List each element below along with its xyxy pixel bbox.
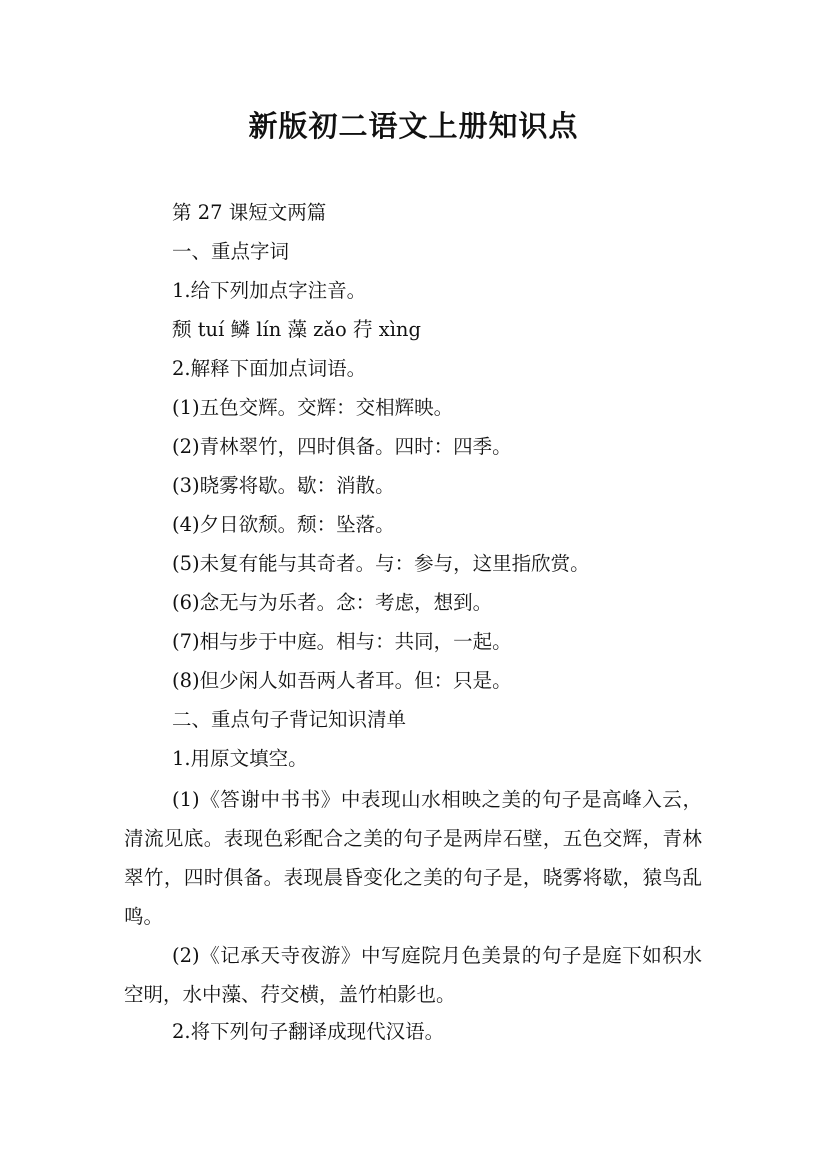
question-fill-blank: 1.用原文填空。 xyxy=(172,747,308,770)
question-explain: 2.解释下面加点词语。 xyxy=(172,357,367,380)
lesson-heading: 第 27 课短文两篇 xyxy=(172,201,327,224)
explain-item-7: (7)相与步于中庭。相与：共同，一起。 xyxy=(172,630,512,653)
explain-item-8: (8)但少闲人如吾两人者耳。但：只是。 xyxy=(172,669,512,692)
section-heading-vocab: 一、重点字词 xyxy=(172,240,290,263)
phonetic-answers: 颓 tuí 鳞 lín 藻 zǎo 荇 xìng xyxy=(172,318,421,341)
explain-item-1: (1)五色交辉。交辉：交相辉映。 xyxy=(172,396,454,419)
document-title: 新版初二语文上册知识点 xyxy=(248,109,579,143)
explain-item-5: (5)未复有能与其奇者。与：参与，这里指欣赏。 xyxy=(172,552,590,575)
explain-item-2: (2)青林翠竹，四时俱备。四时：四季。 xyxy=(172,435,512,458)
explain-item-3: (3)晓雾将歇。歇：消散。 xyxy=(172,474,395,497)
section-heading-sentences: 二、重点句子背记知识清单 xyxy=(172,708,407,731)
question-translate: 2.将下列句子翻译成现代汉语。 xyxy=(172,1020,445,1043)
explain-item-4: (4)夕日欲颓。颓：坠落。 xyxy=(172,513,395,536)
fill-blank-paragraph-2: (2)《记承天寺夜游》中写庭院月色美景的句子是庭下如积水空明，水中藻、荇交横，盖竹柏影也。 xyxy=(124,944,702,1006)
explain-item-6: (6)念无与为乐者。念：考虑，想到。 xyxy=(172,591,493,614)
fill-blank-paragraph-1: (1)《答谢中书书》中表现山水相映之美的句子是高峰入云，清流见底。表现色彩配合之美的句子是两岸石壁，五色交辉，青林翠竹，四时俱备。表现晨昏变化之美的句子是，晓雾将歇，猿鸟乱鸣。 xyxy=(124,788,702,928)
question-phonetic: 1.给下列加点字注音。 xyxy=(172,279,367,302)
